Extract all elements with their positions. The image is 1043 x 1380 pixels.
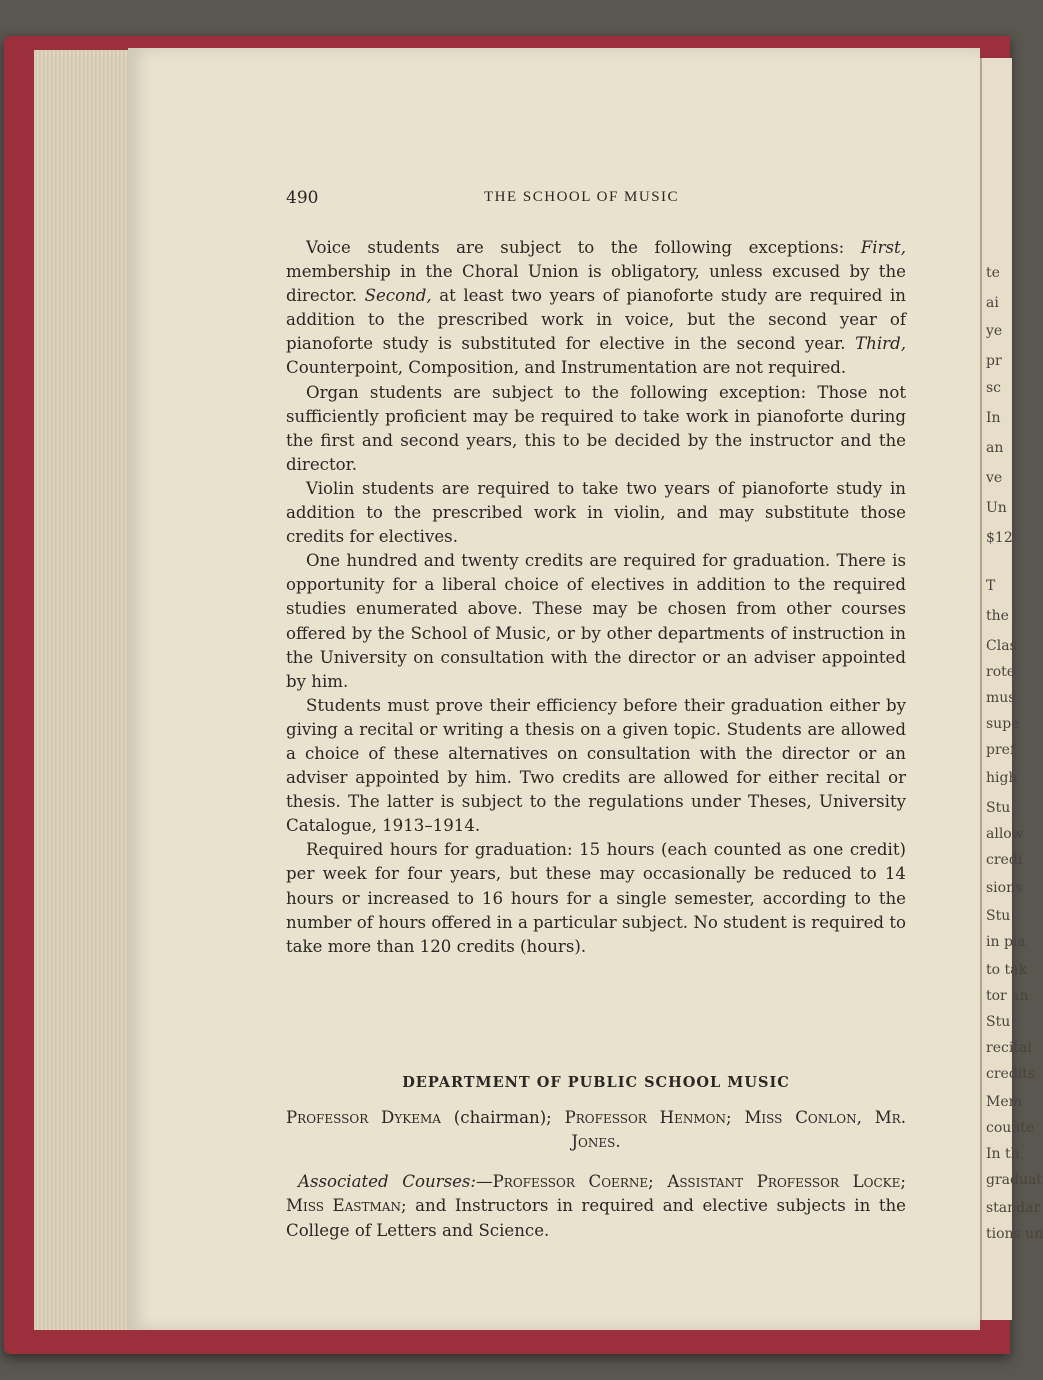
text-run: ; [900, 1172, 907, 1191]
paragraph [286, 381, 906, 477]
facing-page-fragment: Mem [986, 1094, 1022, 1110]
facing-page-fragment: ve [986, 470, 1003, 486]
paragraph [286, 838, 906, 958]
text-run: (chairman); [440, 1108, 565, 1127]
facing-page-fragment: Clas [986, 638, 1017, 654]
text-run: ; and Instructors in required and elective subjects in the College of Letters and Science. [286, 1196, 906, 1240]
facing-page-fragment: sions [986, 880, 1023, 896]
facing-page-fragment: Stu [986, 1014, 1011, 1030]
text-run: Organ students are subject to the following exception: Those not sufficiently proficient may be required to take work in pianoforte during the first and second years, this to be decided by the instructor and the director. [286, 382, 906, 474]
facing-page-fragment: te [986, 265, 1000, 281]
facing-page-fragment: rote [986, 664, 1016, 680]
small-caps-name: Miss Conlon [744, 1108, 857, 1127]
paragraph [286, 549, 906, 694]
text-run: — [476, 1172, 493, 1191]
text-run: . [615, 1132, 621, 1151]
body-text [286, 236, 906, 959]
facing-page-fragment: standar [986, 1200, 1041, 1216]
facing-page-fragment: Stu [986, 800, 1011, 816]
small-caps-name: Professor Dykema [286, 1108, 441, 1127]
text-run: Required hours for graduation: 15 hours (each counted as one credit) per week for four years, but these may occasionally be reduced to 14 hours or increased to 16 hours for a single semester, according to the number of hours offered in a particular subject. No student is required to take more than 120 credits (hours). [286, 840, 906, 956]
text-run: , [856, 1108, 875, 1127]
facing-page-fragment: ai [986, 295, 999, 311]
department-heading: DEPARTMENT OF PUBLIC SCHOOL MUSIC [402, 1074, 790, 1091]
text-run: Violin students are required to take two years of pianoforte study in addition to the prescribed work in violin, and may substitute those credits for electives. [286, 478, 906, 547]
facing-page-fragment: $12 [986, 530, 1013, 546]
facing-page-edge [980, 58, 1043, 1320]
small-caps-name: Miss Eastman [286, 1196, 401, 1216]
facing-page-fragment: to tak [986, 962, 1027, 978]
facing-page-fragment: graduat [986, 1172, 1042, 1188]
italic-text: Second, [364, 286, 432, 306]
facing-page-fragment: ye [986, 323, 1003, 339]
paragraph [286, 477, 906, 549]
page-number: 490 [286, 188, 319, 208]
paragraph [286, 236, 906, 381]
associated-courses [286, 1170, 906, 1243]
facing-page-fragment: supe [986, 716, 1020, 732]
facing-page-fragment: Stu [986, 908, 1011, 924]
facing-page-fragment: tor an [986, 988, 1029, 1004]
text-run: Students must prove their efficiency before their graduation either by giving a recital or writing a thesis on a given topic. Students are allowed a choice of these alternatives on consultation with the director or an adviser appointed by him. Two credits are allowed for either recital or thesis. The latter is subject to the regulations under Theses, University Catalogue, 1913–1914. [286, 695, 906, 836]
text-run: One hundred and twenty credits are required for graduation. There is opportunity for a liberal choice of electives in addition to the required studies enumerated above. These may be chosen from other courses offered by the School of Music, or by other departments of instruction in the University on consultation with the director or an adviser appointed by him. [286, 551, 906, 691]
facing-page-fragment: recital [986, 1040, 1032, 1056]
facing-page-fragment: Un [986, 500, 1007, 516]
facing-page-fragment: allow [986, 826, 1024, 842]
facing-page-fragment: in pia [986, 934, 1026, 950]
italic-text: First, [860, 238, 906, 257]
department-faculty [286, 1106, 906, 1154]
running-title: THE SCHOOL OF MUSIC [484, 189, 680, 205]
paragraph [286, 694, 906, 839]
text-run: Counterpoint, Composition, and Instrumentation are not required. [286, 358, 847, 378]
small-caps-name: Mr. Jones [571, 1108, 906, 1151]
facing-page-fragment: pref [986, 742, 1016, 758]
facing-page-fragment: tions un [986, 1226, 1043, 1242]
italic-text: Associated Courses: [298, 1172, 477, 1191]
facing-page-fragment: T [986, 578, 996, 594]
facing-page-fragment: mus [986, 690, 1016, 706]
facing-page-fragment: In [986, 410, 1001, 426]
facing-page-fragment: counte [986, 1120, 1035, 1136]
italic-text: Third, [855, 334, 906, 354]
facing-page-fragment: In th [986, 1146, 1020, 1162]
text-run: Voice students are subject to the following exceptions: [306, 238, 861, 257]
text-run: membership in the Choral Union is obligatory, unless excused by the director. [286, 262, 906, 306]
small-caps-name: Professor Coerne [492, 1172, 649, 1191]
facing-page-fragment: the [986, 608, 1009, 624]
facing-page-fragment: pr [986, 353, 1002, 369]
small-caps-name: Professor Henmon [564, 1108, 727, 1127]
small-caps-name: Assistant Professor Locke [667, 1172, 901, 1191]
facing-page-fragment: credits [986, 1066, 1036, 1082]
text-run: at least two years of pianoforte study are required in addition to the prescribed work in voice, but the second year of pianoforte study is substituted for elective in the second year. [286, 286, 906, 354]
facing-page-fragment: credi [986, 852, 1023, 868]
facing-page-fragment: an [986, 440, 1004, 456]
running-head [286, 188, 906, 214]
text-run: ; [648, 1172, 668, 1191]
facing-page-fragment: sc [986, 380, 1002, 396]
facing-page-fragment: high [986, 770, 1018, 786]
text-run: ; [726, 1108, 745, 1127]
